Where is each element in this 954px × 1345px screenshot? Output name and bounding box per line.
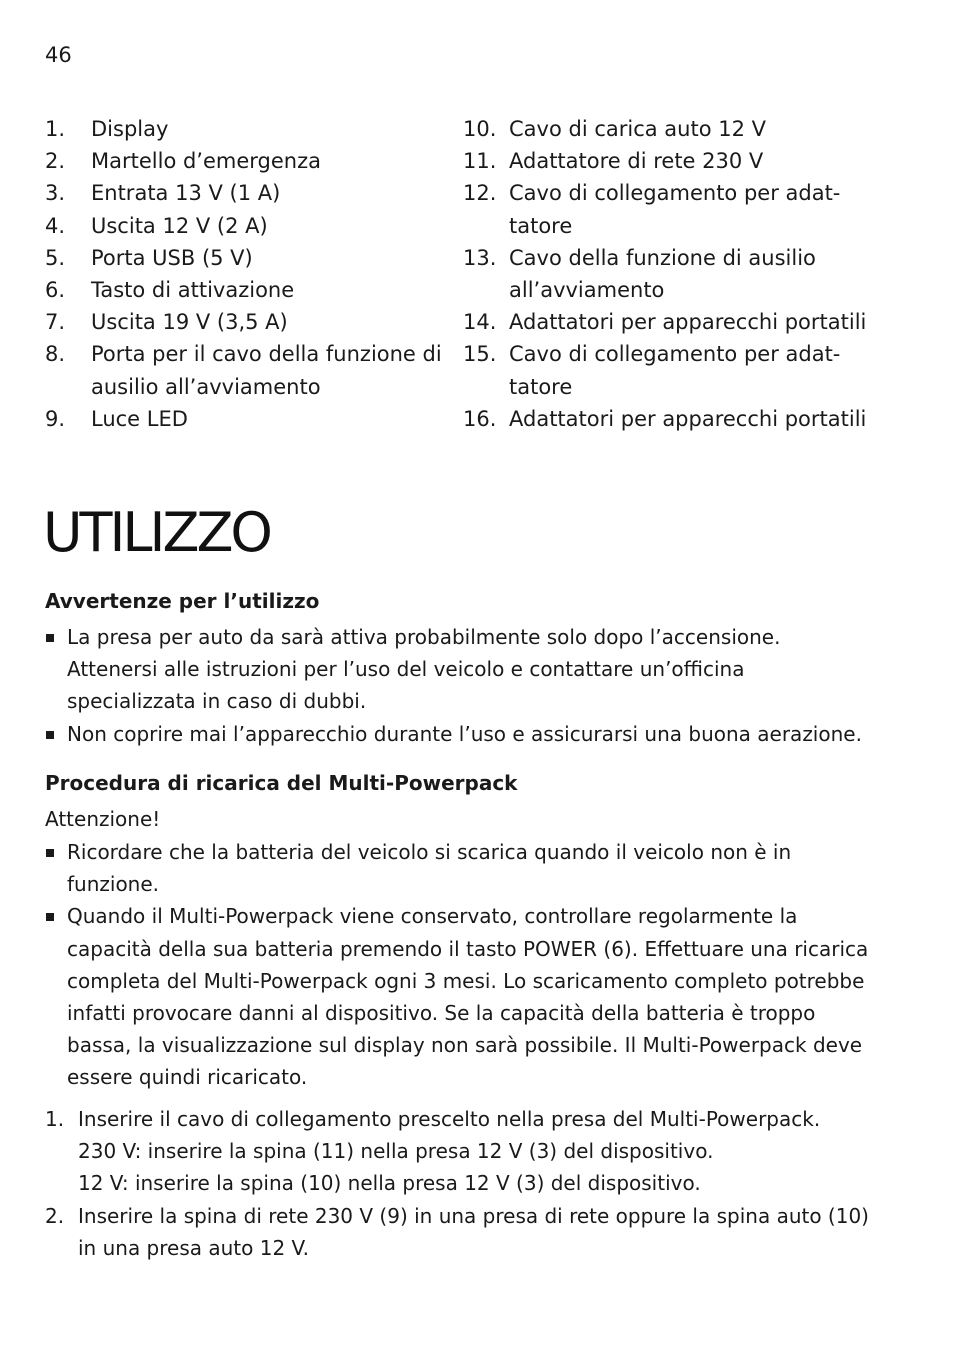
bullet-square-icon: [46, 913, 54, 921]
list-item: [463, 145, 933, 177]
item-number: 15.: [463, 342, 497, 367]
list-item: [45, 403, 445, 435]
item-number: 6.: [45, 278, 66, 303]
item-number: 1.: [45, 117, 66, 141]
item-label: Cavo di collegamento per adat-tatore: [509, 342, 841, 399]
step-number: 2.: [45, 1203, 65, 1228]
item-label: Display: [91, 117, 169, 141]
item-number: 2.: [45, 149, 66, 174]
step-line: Inserire il cavo di collegamento prescelto nella presa del Multi-Powerpack.: [78, 1107, 821, 1131]
bullet-square-icon: [46, 634, 54, 642]
list-item: [45, 621, 875, 718]
list-item: [45, 210, 445, 242]
list-item: [45, 145, 445, 177]
list-item: [45, 113, 445, 145]
step-item: [45, 1103, 885, 1200]
item-label: Uscita 19 V (3,5 A): [91, 310, 288, 335]
item-number: 14.: [463, 310, 497, 335]
item-number: 12.: [463, 181, 497, 206]
charging-heading: Procedura di ricarica del Multi-Powerpack: [45, 771, 518, 795]
item-number: 8.: [45, 342, 66, 367]
section-title: UTILIZZO: [43, 501, 270, 564]
item-label: Cavo di carica auto 12 V: [509, 117, 766, 141]
item-number: 10.: [463, 117, 497, 141]
item-text: La presa per auto da sarà attiva probabilmente solo dopo l’accensione. Attenersi alle istruzioni per l’uso del veicolo e contattare un’officina specializzata in caso di dubbi.: [67, 625, 781, 714]
list-item: [45, 836, 875, 900]
warnings-heading: Avvertenze per l’utilizzo: [45, 589, 320, 613]
item-label: Luce LED: [91, 406, 188, 431]
step-line: Inserire la spina di rete 230 V (9) in una presa di rete oppure la spina auto (10) in una presa auto 12 V.: [78, 1203, 869, 1260]
list-item: [45, 338, 445, 402]
item-number: 13.: [463, 245, 497, 270]
charging-notes-list: [45, 836, 875, 1094]
item-label: Adattatori per apparecchi portatili: [509, 310, 867, 335]
item-label: Tasto di attivazione: [91, 278, 295, 303]
item-label: Porta per il cavo della funzione di ausilio all’avviamento: [91, 342, 442, 399]
item-label: Cavo di collegamento per adat-tatore: [509, 181, 841, 238]
step-number: 1.: [45, 1107, 65, 1131]
item-label: Adattatori per apparecchi portatili: [509, 406, 867, 431]
attention-label: Attenzione!: [45, 807, 161, 831]
list-item: [45, 900, 875, 1093]
item-number: 3.: [45, 181, 66, 206]
list-item: [45, 274, 445, 306]
list-item: [45, 242, 445, 274]
item-label: Porta USB (5 V): [91, 245, 253, 270]
list-item: [45, 177, 445, 209]
item-text: Ricordare che la batteria del veicolo si scarica quando il veicolo non è in funzione.: [67, 840, 792, 897]
bullet-square-icon: [46, 731, 54, 739]
parts-list-left: [45, 113, 445, 435]
list-item: [45, 306, 445, 338]
step-item: [45, 1200, 885, 1264]
item-text: Non coprire mai l’apparecchio durante l’uso e assicurarsi una buona aerazione.: [67, 721, 862, 746]
list-item: [463, 338, 879, 402]
list-item: [463, 242, 869, 306]
item-label: Martello d’emergenza: [91, 149, 321, 174]
page-number: 46: [45, 43, 72, 67]
list-item: [45, 718, 875, 750]
list-item: [463, 306, 933, 338]
item-number: 9.: [45, 406, 66, 431]
item-number: 5.: [45, 245, 66, 270]
step-line: 230 V: inserire la spina (11) nella presa 12 V (3) del dispositivo.: [78, 1139, 714, 1164]
item-number: 11.: [463, 149, 497, 174]
list-item: [463, 403, 933, 435]
item-label: Adattatore di rete 230 V: [509, 149, 764, 174]
item-label: Cavo della funzione di ausilio all’avviamento: [509, 245, 816, 303]
list-item: [463, 177, 879, 241]
parts-list-right: [463, 113, 933, 435]
item-number: 4.: [45, 213, 66, 238]
item-number: 16.: [463, 406, 497, 431]
charging-steps: [45, 1103, 885, 1264]
item-number: 7.: [45, 310, 66, 335]
list-item: [463, 113, 933, 145]
step-line: 12 V: inserire la spina (10) nella presa 12 V (3) del dispositivo.: [78, 1171, 701, 1196]
bullet-square-icon: [46, 849, 54, 857]
item-label: Entrata 13 V (1 A): [91, 181, 281, 206]
item-label: Uscita 12 V (2 A): [91, 213, 268, 238]
warnings-list: [45, 621, 875, 750]
item-text: Quando il Multi-Powerpack viene conservato, controllare regolarmente la capacità della sua batteria premendo il tasto POWER (6). Effettuare una ricarica completa del Multi-Powerpack ogni 3 mesi. Lo scaricamento completo potrebbe infatti provocare danni al dispositivo. Se la capacità della batteria è troppo bassa, la visualizzazione sul display non sarà possibile. Il Multi-Powerpack deve essere quindi ricaricato.: [67, 904, 869, 1090]
